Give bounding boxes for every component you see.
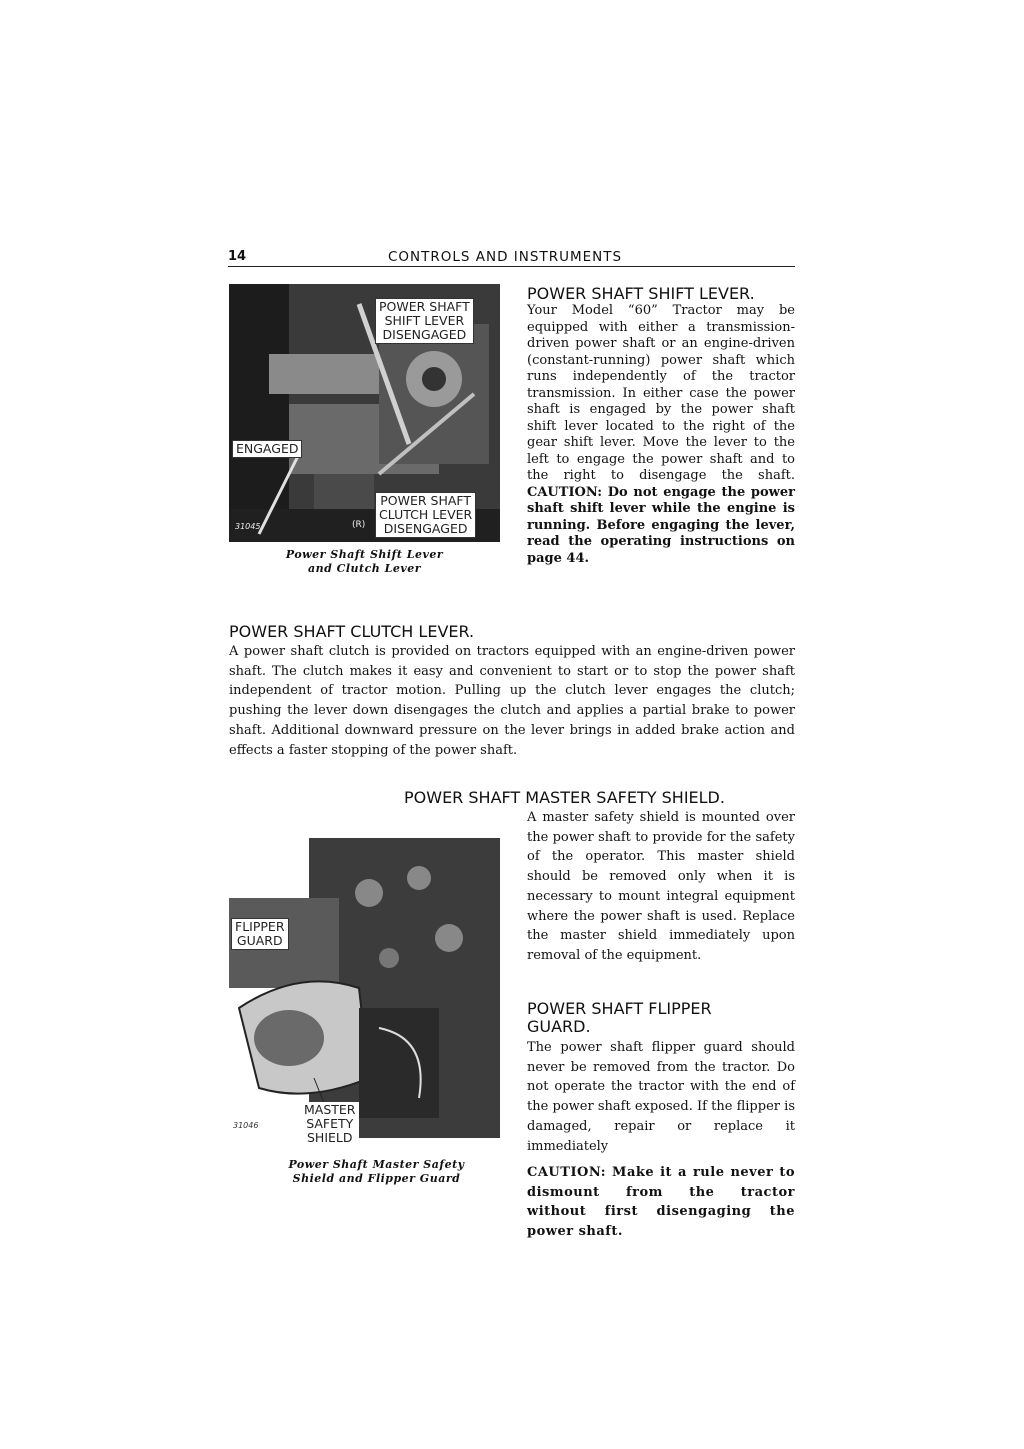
master-shield-text: A master safety shield is mounted over the power shaft to provide for the safety of the operator. This master shield should be removed only when it is necessary to mount integral equipment where the power shaft is used. Replace the master shield immediately upon removal of the equipment. xyxy=(527,810,795,963)
label-clutch-lever-disengaged xyxy=(375,492,476,538)
flipper-guard-text: The power shaft flipper guard should never be removed from the tractor. Do not operate the tractor with the end of the power shaft exposed. If the flipper is damaged, repair or replace it immediately xyxy=(527,1040,795,1154)
caption-line: Power Shaft Master Safety xyxy=(288,1158,465,1171)
label-line: DISENGAGED xyxy=(382,327,467,342)
label-engaged: ENGAGED xyxy=(232,440,302,458)
label-line: SAFETY xyxy=(306,1116,354,1131)
caption-line: Power Shaft Shift Lever xyxy=(285,548,444,561)
header-rule xyxy=(228,266,795,267)
flipper-guard-heading xyxy=(527,1000,712,1036)
shift-lever-heading: POWER SHAFT SHIFT LEVER. xyxy=(527,284,755,303)
label-line: SHIELD xyxy=(306,1130,353,1145)
photo-number: 31046 xyxy=(233,1121,259,1130)
label-line: MASTER xyxy=(304,1102,356,1117)
label-line: FLIPPER xyxy=(235,919,285,934)
page-number: 14 xyxy=(228,249,247,264)
label-flipper-guard xyxy=(231,918,289,950)
r-mark: (R) xyxy=(352,520,366,530)
shift-lever-text xyxy=(527,303,795,567)
figure1-caption xyxy=(229,548,500,576)
shift-lever-caution: CAUTION: Do not engage the power shaft shift lever while the engine is running. Before engaging the lever, read the operating instructions on page 44. xyxy=(527,484,795,566)
clutch-lever-text: A power shaft clutch is provided on tractors equipped with an engine-driven power shaft. The clutch makes it easy and convenient to start or to stop the power shaft independent of tractor motion. Pulling up the clutch lever engages the clutch; pushing the lever down disengages the clutch and applies a partial brake to power shaft. Additional downward pressure on the lever brings in added brake action and effects a faster stopping of the power shaft. xyxy=(229,644,795,758)
running-header: CONTROLS AND INSTRUMENTS xyxy=(388,249,623,265)
clutch-lever-heading: POWER SHAFT CLUTCH LEVER. xyxy=(229,622,475,641)
label-master-safety-shield xyxy=(301,1102,359,1146)
figure2-caption xyxy=(269,1158,484,1186)
label-line: GUARD xyxy=(236,933,283,948)
caption-line: Shield and Flipper Guard xyxy=(292,1172,461,1185)
label-line: POWER SHAFT xyxy=(380,493,472,508)
shift-lever-body: Your Model “60” Tractor may be equipped with either a transmission-driven power shaft or an engine-driven (constant-running) power shaft which runs independently of the tractor transmission. In either case the power shaft is engaged by the power shaft shift lever located to the right of the gear shift lever. Move the lever to the left to engage the power shaft and to the right to disengage the shaft. xyxy=(527,303,795,483)
shield-illustration xyxy=(229,838,500,1158)
flipper-guard-caution: CAUTION: Make it a rule never to dismount from the tractor without first disengaging the power shaft. xyxy=(527,1165,795,1240)
master-shield-photo xyxy=(229,838,500,1158)
master-shield-heading: POWER SHAFT MASTER SAFETY SHIELD. xyxy=(404,788,725,807)
label-line: DISENGAGED xyxy=(383,521,468,536)
caption-line: and Clutch Lever xyxy=(307,562,422,575)
heading-line: POWER SHAFT FLIPPER xyxy=(527,999,712,1018)
label-line: POWER SHAFT xyxy=(379,299,470,314)
label-line: SHIFT LEVER xyxy=(384,313,465,328)
shift-lever-photo xyxy=(229,284,500,542)
label-line: CLUTCH LEVER xyxy=(379,507,473,522)
photo-number: 31045 xyxy=(235,522,261,531)
heading-line: GUARD. xyxy=(527,1017,591,1036)
label-shift-lever-disengaged xyxy=(375,298,474,344)
